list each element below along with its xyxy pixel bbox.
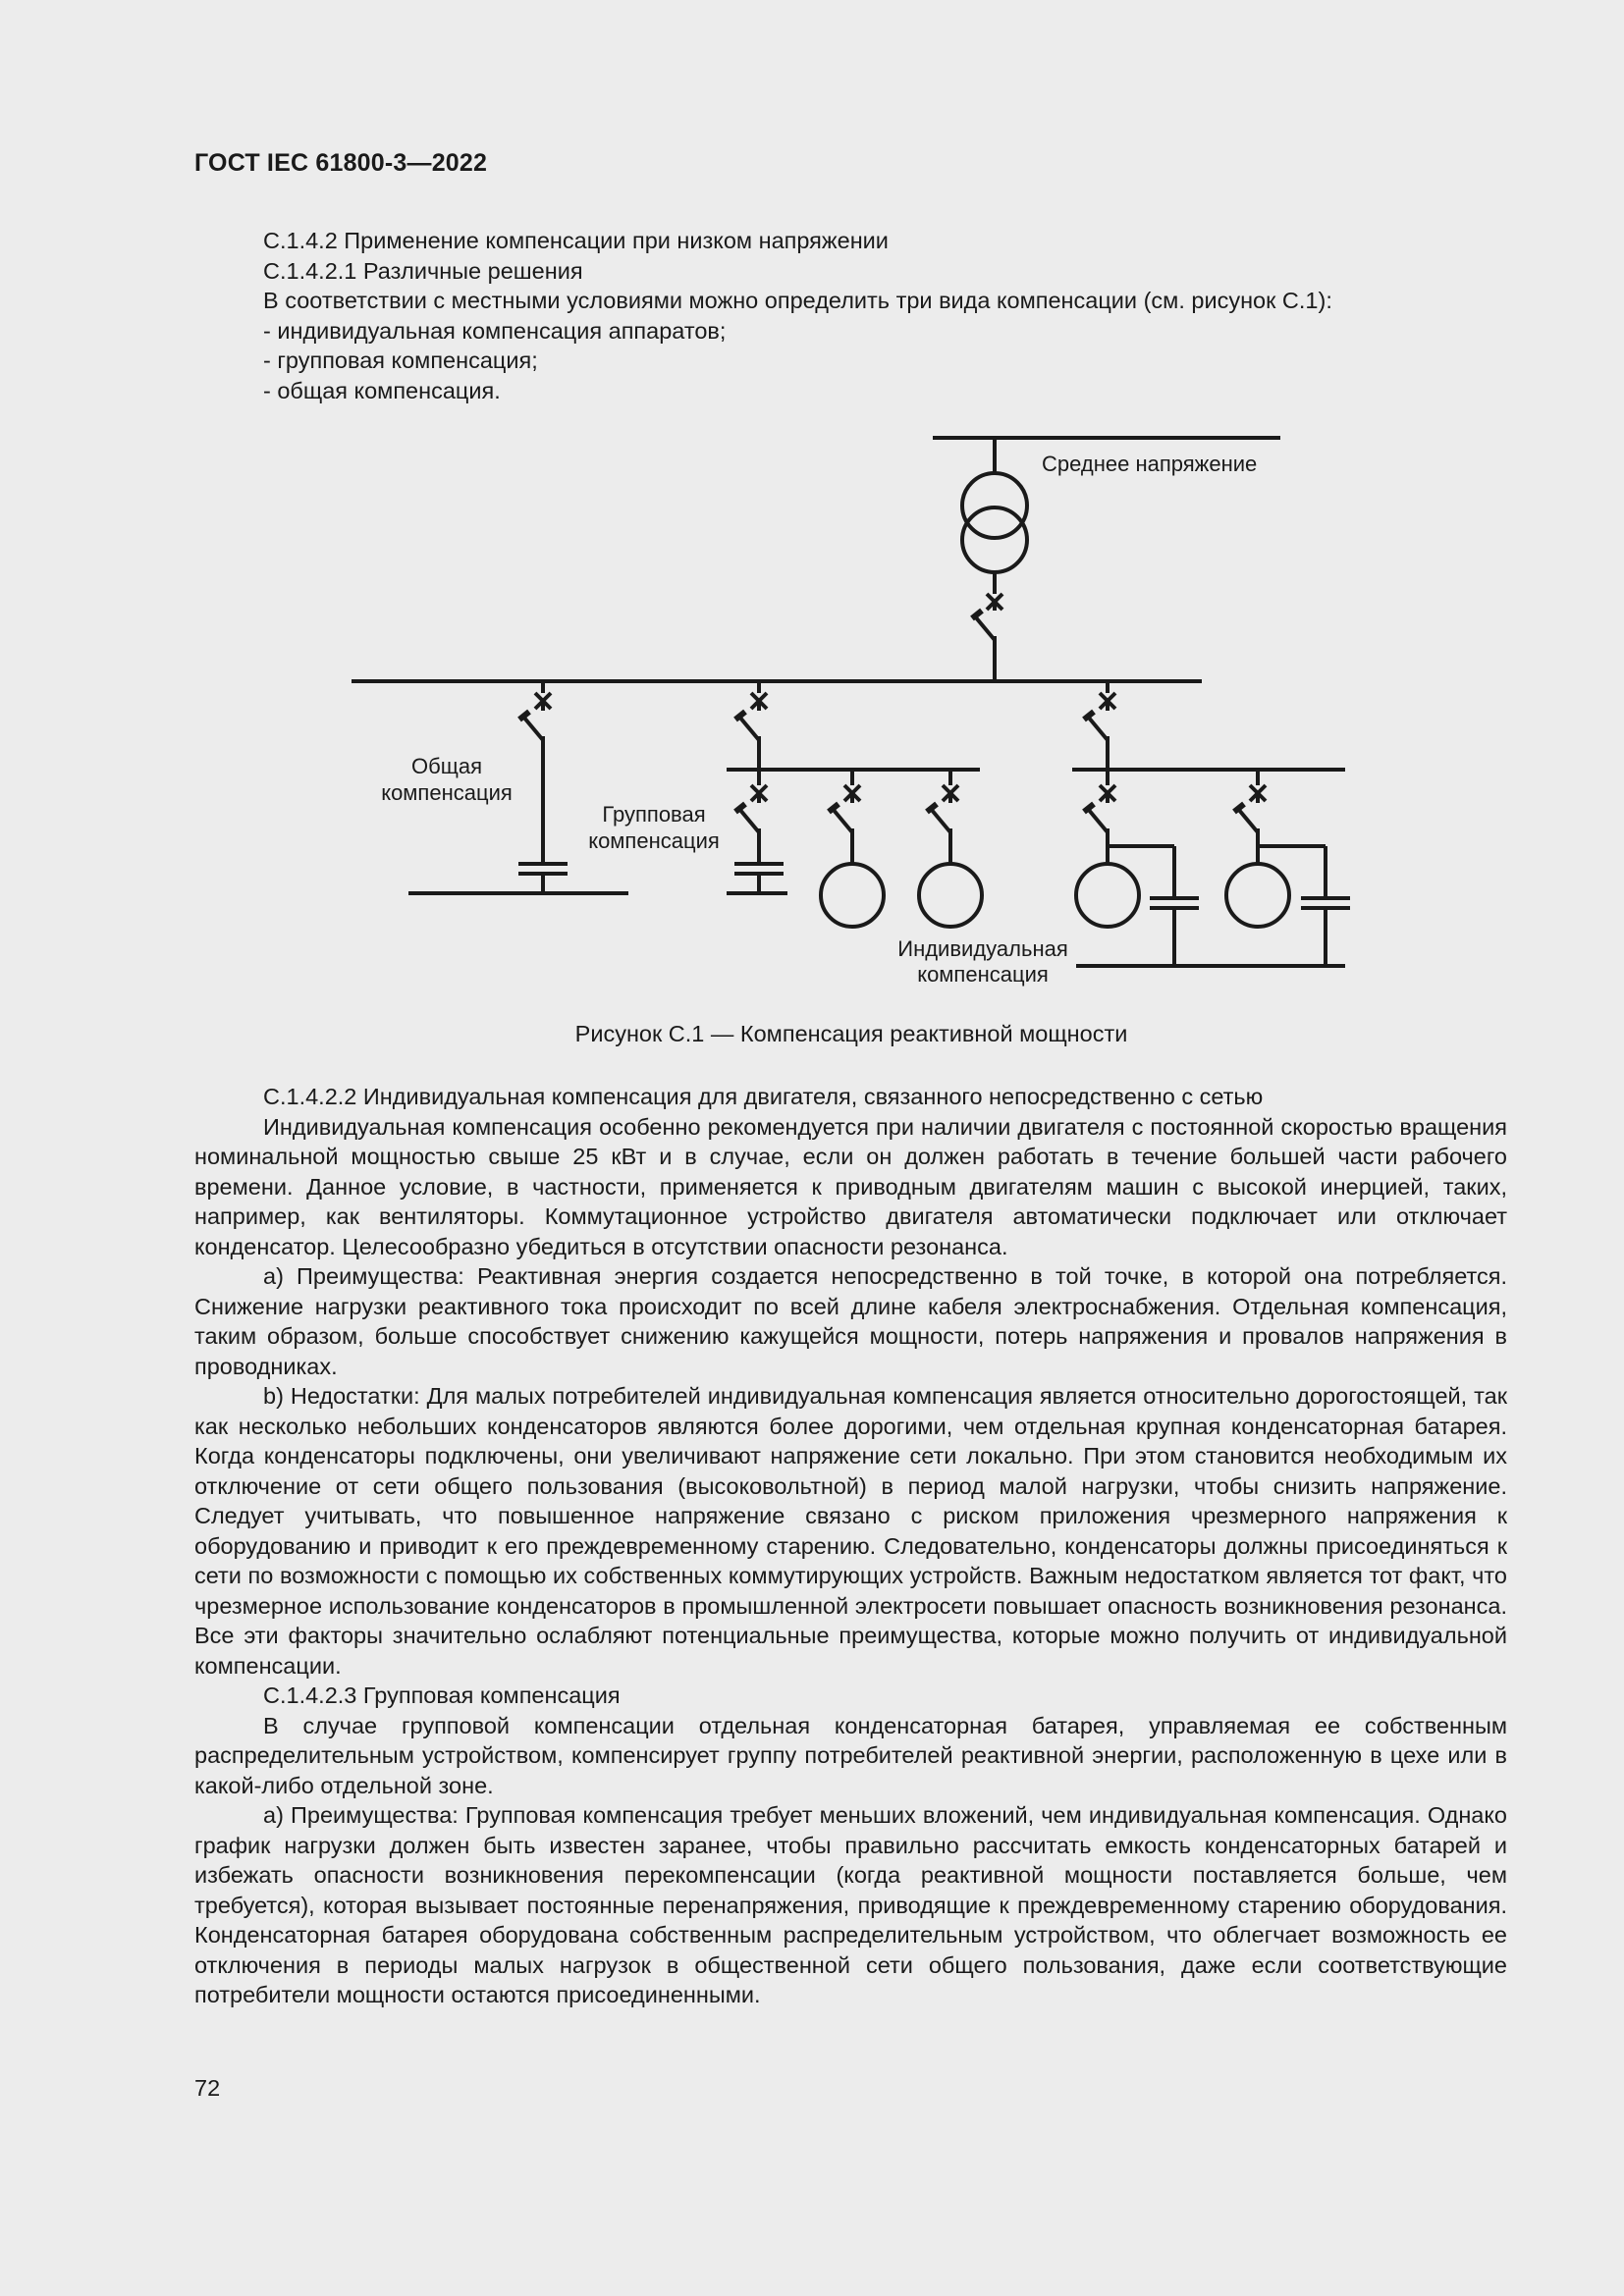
figure-caption: Рисунок С.1 — Компенсация реактивной мощности xyxy=(574,1021,1128,1046)
document-header: ГОСТ IEC 61800-3—2022 xyxy=(194,149,488,177)
group-compensation-label: Групповая xyxy=(602,802,706,827)
paragraph: b) Недостатки: Для малых потребителей индивидуальная компенсация является относительно дорогостоящей, так как несколько небольших конденсаторов являются более дорогими, чем отдельная крупная конденсаторная батарея. Когда конденсаторы подключены, они увеличивают напряжение сети локально. При этом становится необходимым их отключение от сети общего пользования (высоковольтной) в период малой нагрузки, чтобы снизить напряжение. Следует учитывать, что повышенное напряжение связано с риском приложения чрезмерного напряжения к оборудованию и приводит к его преждевременному старению. Следовательно, конденсаторы должны присоединяться к сети по возможности с помощью их собственных коммутирующих устройств. Важным недостатком является тот факт, что чрезмерное использование конденсаторов в промышленной электросети повышает опасность возникновения резонанса. Все эти факторы значительно ослабляют потенциальные преимущества, которые можно получить от индивидуальной компенсации. xyxy=(194,1383,1507,1679)
list-item: - общая компенсация. xyxy=(263,377,501,403)
general-compensation-label: Общая xyxy=(411,754,482,778)
list-item: - групповая компенсация; xyxy=(263,347,538,373)
diagram-svg xyxy=(334,422,1355,991)
compensation-diagram xyxy=(334,422,1355,991)
subsection-heading: С.1.4.2.2 Индивидуальная компенсация для двигателя, связанного непосредственно с сетью xyxy=(263,1084,1264,1109)
main-switch-symbol xyxy=(972,594,1002,681)
intro-lead: В соответствии с местными условиями можно определить три вида компенсации (см. рисунок С.1): xyxy=(263,288,1332,313)
subsection-heading: С.1.4.2.1 Различные решения xyxy=(263,257,583,284)
paragraph: Индивидуальная компенсация особенно рекомендуется при наличии двигателя с постоянной скоростью вращения номинальной мощностью свыше 25 кВт и в случае, если он должен работать в течение большей части рабочего времени. Данное условие, в частности, применяется к приводным двигателям машин с высокой инерцией, таких, например, как вентиляторы. Коммутационное устройство двигателя автоматически подключает или отключает конденсатор. Целесообразно убедиться в отсутствии опасности резонанса. xyxy=(194,1113,1507,1259)
group-compensation-feeder xyxy=(727,681,982,927)
page-number: 72 xyxy=(194,2075,221,2101)
individual-compensation-label: компенсация xyxy=(917,962,1049,987)
body-text xyxy=(194,1082,1507,2010)
group-compensation-label: компенсация xyxy=(588,828,720,853)
individual-compensation-feeder xyxy=(1072,681,1350,966)
subsection-heading: С.1.4.2.3 Групповая компенсация xyxy=(263,1682,621,1708)
general-compensation-label: компенсация xyxy=(381,780,513,805)
motor-symbol xyxy=(821,864,884,927)
paragraph: a) Преимущества: Реактивная энергия создается непосредственно в той точке, в которой она потребляется. Снижение нагрузки реактивного тока происходит по всей длине кабеля электроснабжения. Отдельная компенсация, таким образом, больше способствует снижению кажущейся мощности, потерь напряжения и провалов напряжения в проводниках. xyxy=(194,1263,1507,1379)
section-heading: С.1.4.2 Применение компенсации при низком напряжении xyxy=(263,228,889,253)
motor-symbol xyxy=(1226,864,1289,927)
medium-voltage-label: Среднее напряжение xyxy=(1042,452,1258,476)
transformer-symbol xyxy=(962,473,1027,572)
individual-compensation-label: Индивидуальная xyxy=(897,936,1068,961)
intro-section xyxy=(194,226,1510,405)
paragraph: В случае групповой компенсации отдельная конденсаторная батарея, управляемая ее собственным распределительным устройством, компенсирует группу потребителей реактивной энергии, расположенную в цехе или в какой-либо отдельной зоне. xyxy=(194,1712,1507,1798)
motor-symbol xyxy=(919,864,982,927)
motor-symbol xyxy=(1076,864,1139,927)
paragraph: a) Преимущества: Групповая компенсация требует меньших вложений, чем индивидуальная компенсация. Однако график нагрузки должен быть известен заранее, чтобы правильно рассчитать емкость конденсаторных батарей и избежать опасности возникновения перекомпенсации (когда реактивной мощности поставляется больше, чем требуется), которая вызывает постоянные перенапряжения, приводящие к преждевременному старению оборудования. Конденсаторная батарея оборудована собственным распределительным устройством, что облегчает возможность ее отключения в периоды малых нагрузок в общественной сети общего пользования, даже если соответствующие потребители мощности остаются присоединенными. xyxy=(194,1802,1507,2007)
list-item: - индивидуальная компенсация аппаратов; xyxy=(263,317,727,344)
